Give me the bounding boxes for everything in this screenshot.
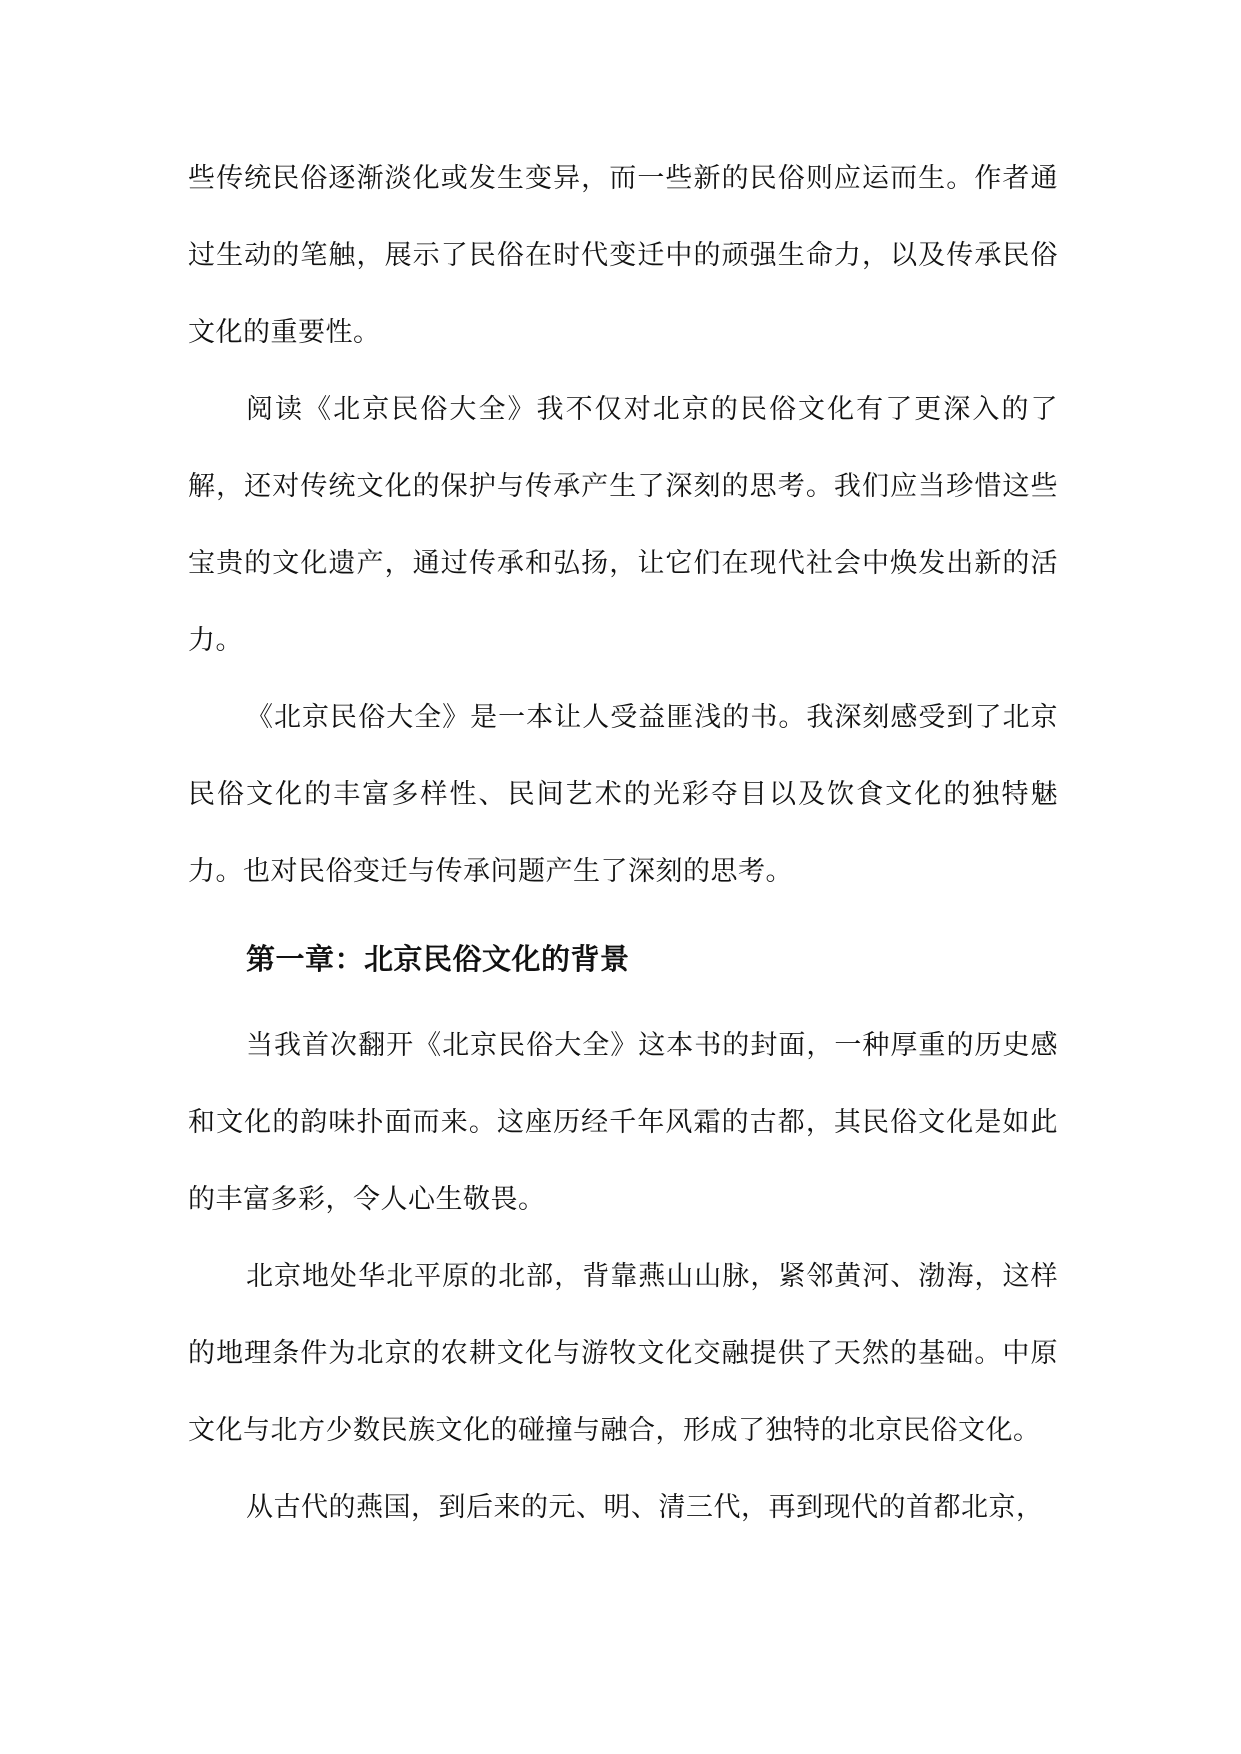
paragraph-continued: 些传统民俗逐渐淡化或发生变异，而一些新的民俗则应运而生。作者通过生动的笔触，展示了民俗在时代变迁中的顽强生命力，以及传承民俗文化的重要性。 [188,163,1058,348]
chapter-heading: 第一章：北京民俗文化的背景 [246,942,630,976]
paragraph-geography: 北京地处华北平原的北部，背靠燕山山脉，紧邻黄河、渤海，这样的地理条件为北京的农耕文化与游牧文化交融提供了天然的基础。中原文化与北方少数民族文化的碰撞与融合，形成了独特的北京民俗文化。 [188,1261,1058,1446]
paragraph-first-impression: 当我首次翻开《北京民俗大全》这本书的封面，一种厚重的历史感和文化的韵味扑面而来。这座历经千年风霜的古都，其民俗文化是如此的丰富多彩，令人心生敬畏。 [188,1030,1058,1215]
paragraph-history: 从古代的燕国，到后来的元、明、清三代，再到现代的首都北京， [246,1492,1044,1523]
paragraph-reading-reflection: 阅读《北京民俗大全》我不仅对北京的民俗文化有了更深入的了解，还对传统文化的保护与传承产生了深刻的思考。我们应当珍惜这些宝贵的文化遗产，通过传承和弘扬，让它们在现代社会中焕发出新的活力。 [188,394,1058,656]
document-body [188,140,1058,1546]
paragraph-book-summary: 《北京民俗大全》是一本让人受益匪浅的书。我深刻感受到了北京民俗文化的丰富多样性、民间艺术的光彩夺目以及饮食文化的独特魅力。也对民俗变迁与传承问题产生了深刻的思考。 [188,702,1058,887]
